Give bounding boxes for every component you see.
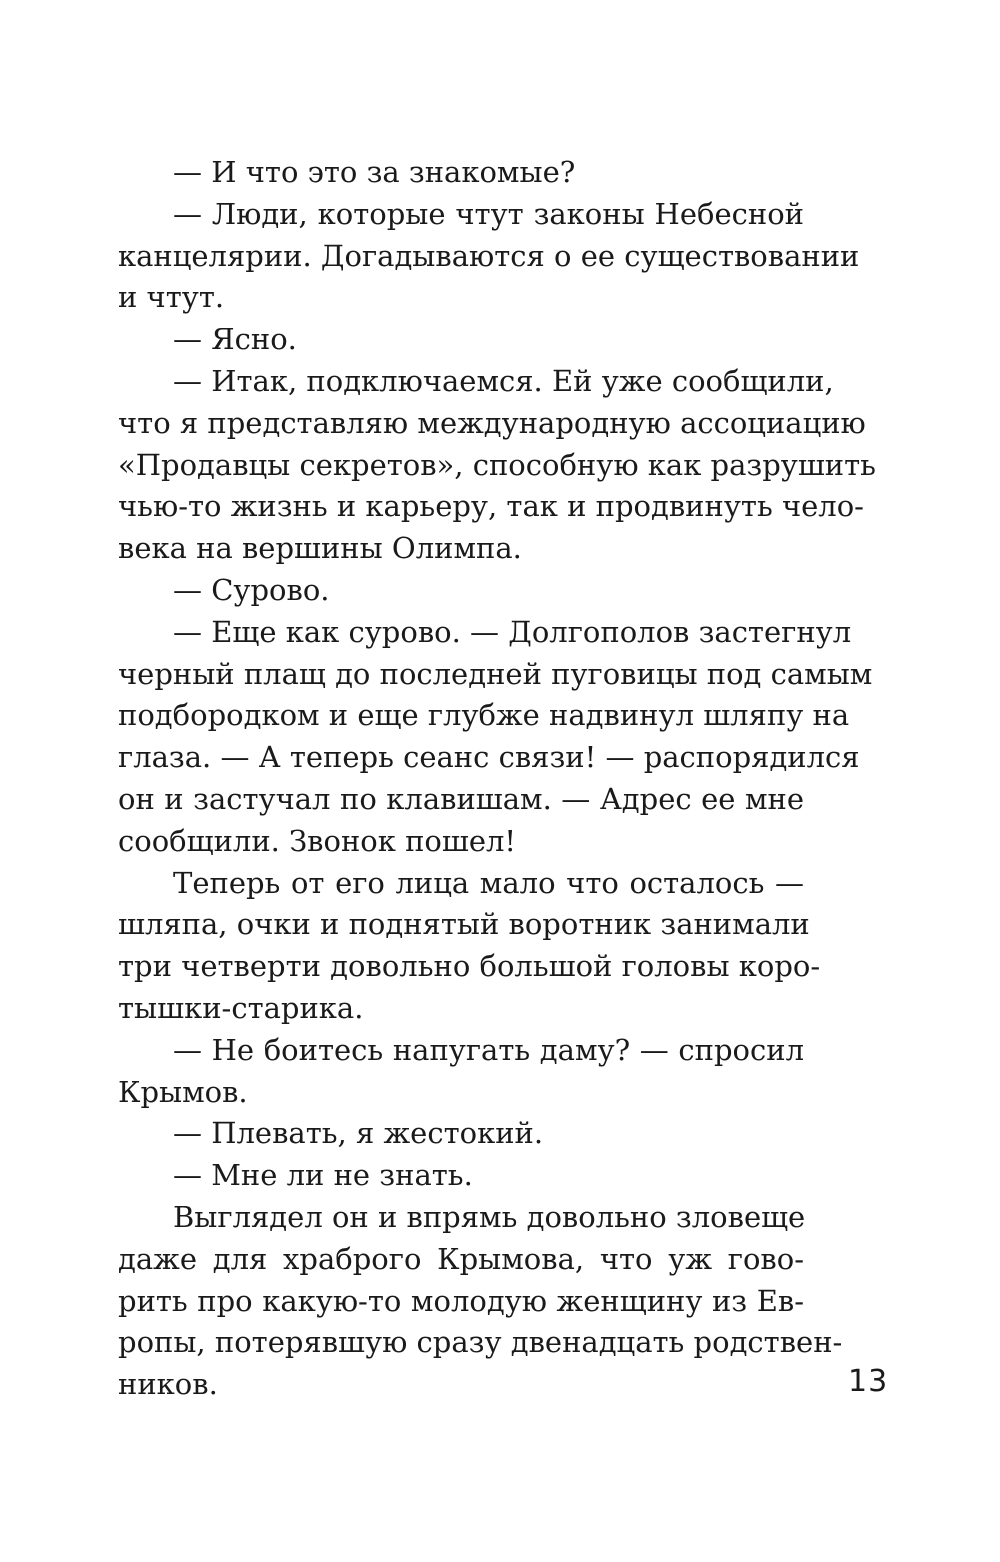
text-line: шляпа, очки и поднятый воротник занимали [118,907,810,942]
text-line: ников. [118,1367,218,1402]
text-line: — Люди, которые чтут законы Небесной [173,196,804,231]
text-line: чью-то жизнь и карьеру, так и продвинуть чело- [118,489,864,524]
text-line: Выглядел он и впрямь довольно зловеще [173,1199,806,1234]
text-line: века на вершины Олимпа. [118,531,522,566]
text-line: черный плащ до последней пуговицы под самым [118,656,873,691]
text-line: — Еще как сурово. — Долгополов застегнул [173,614,852,649]
text-line: канцелярии. Догадываются о ее существовании [118,238,860,273]
text-line: Крымов. [118,1074,248,1109]
text-line: три четверти довольно большой головы коро- [118,949,821,984]
text-line: «Продавцы секретов», способную как разрушить [118,447,876,482]
text-line: подбородком и еще глубже надвинул шляпу на [118,698,850,733]
text-line: — Итак, подключаемся. Ей уже сообщили, [173,363,834,398]
page-number: 13 [848,1364,889,1399]
text-line: и чтут. [118,280,225,315]
text-line: даже для храброго Крымова, что уж гово- [118,1241,804,1276]
text-line: рить про какую-то молодую женщину из Ев- [118,1283,804,1318]
text-line: — Не боитесь напугать даму? — спросил [173,1032,804,1067]
text-line: Теперь от его лица мало что осталось — [173,865,804,900]
text-line: — Плевать, я жестокий. [173,1116,544,1151]
text-line: — Мне ли не знать. [173,1158,473,1193]
text-line: он и застучал по клавишам. — Адрес ее мне [118,781,804,816]
text-line: что я представляю международную ассоциацию [118,405,866,440]
text-line: сообщили. Звонок пошел! [118,823,517,858]
text-line: — Сурово. [173,572,330,607]
text-line: ропы, потерявшую сразу двенадцать родствен- [118,1325,843,1360]
text-line: — Ясно. [173,322,297,357]
text-line: глаза. — А теперь сеанс связи! — распорядился [118,740,860,775]
text-line: — И что это за знакомые? [173,155,576,189]
text-line: тышки-старика. [118,990,364,1025]
